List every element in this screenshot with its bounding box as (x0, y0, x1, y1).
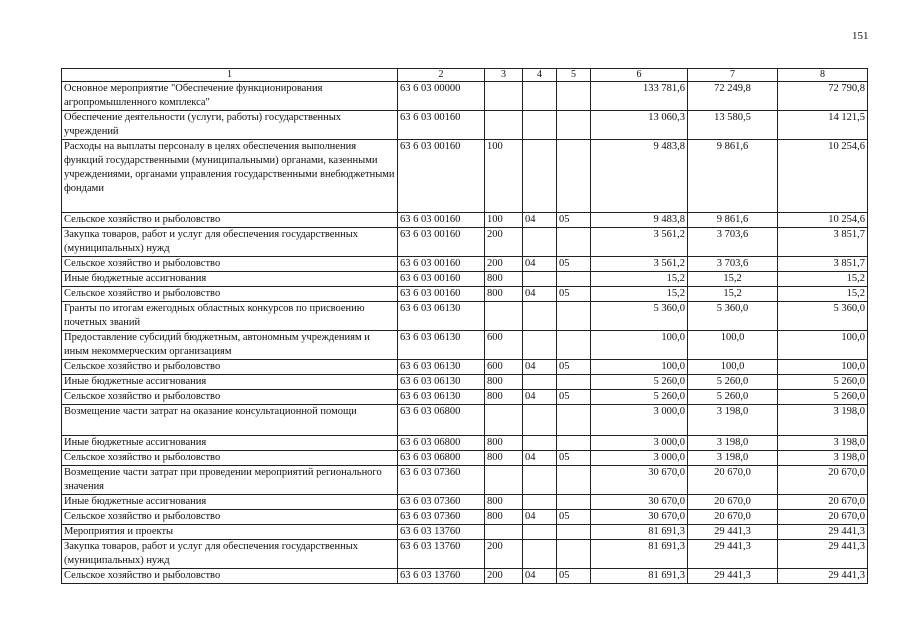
row-value-6-cell: 30 670,0 (591, 510, 688, 525)
row-value-8-cell: 20 670,0 (778, 495, 868, 510)
row-type-cell: 200 (485, 569, 523, 584)
row-code-cell: 63 6 03 00160 (398, 111, 485, 140)
row-value-6-cell: 3 561,2 (591, 257, 688, 272)
row-section-cell (523, 272, 557, 287)
row-name-cell: Сельское хозяйство и рыболовство (62, 390, 398, 405)
row-value-8-cell: 3 851,7 (778, 257, 868, 272)
row-name-cell: Обеспечение деятельности (услуги, работы) государственных учреждений (62, 111, 398, 140)
row-value-8-cell: 72 790,8 (778, 82, 868, 111)
row-section-cell: 04 (523, 390, 557, 405)
row-subsection-cell: 05 (557, 257, 591, 272)
row-value-6-cell: 5 260,0 (591, 375, 688, 390)
row-value-8-cell: 3 198,0 (778, 451, 868, 466)
row-code-cell: 63 6 03 07360 (398, 510, 485, 525)
row-value-6-cell: 9 483,8 (591, 213, 688, 228)
row-value-8-cell: 3 198,0 (778, 405, 868, 436)
row-value-8-cell: 29 441,3 (778, 525, 868, 540)
row-value-7-cell: 15,2 (688, 287, 778, 302)
row-value-7-cell: 5 260,0 (688, 390, 778, 405)
row-name-cell: Иные бюджетные ассигнования (62, 495, 398, 510)
row-subsection-cell: 05 (557, 510, 591, 525)
table-row (62, 436, 868, 451)
table-body (62, 82, 868, 584)
row-subsection-cell (557, 436, 591, 451)
row-type-cell (485, 466, 523, 495)
row-section-cell (523, 228, 557, 257)
table-row (62, 510, 868, 525)
row-value-6-cell: 81 691,3 (591, 569, 688, 584)
row-code-cell: 63 6 03 00160 (398, 228, 485, 257)
row-value-8-cell: 29 441,3 (778, 569, 868, 584)
row-value-8-cell: 15,2 (778, 272, 868, 287)
row-type-cell: 200 (485, 257, 523, 272)
table-row (62, 82, 868, 111)
row-value-6-cell: 3 000,0 (591, 436, 688, 451)
table-row (62, 331, 868, 360)
row-name-cell: Сельское хозяйство и рыболовство (62, 510, 398, 525)
row-name-cell: Основное мероприятие "Обеспечение функционирования агропромышленного комплекса" (62, 82, 398, 111)
row-type-cell: 800 (485, 390, 523, 405)
row-section-cell (523, 140, 557, 213)
row-value-6-cell: 15,2 (591, 287, 688, 302)
row-value-8-cell: 100,0 (778, 331, 868, 360)
row-subsection-cell (557, 228, 591, 257)
row-value-8-cell: 5 260,0 (778, 375, 868, 390)
row-value-7-cell: 100,0 (688, 331, 778, 360)
row-type-cell: 100 (485, 140, 523, 213)
row-type-cell (485, 82, 523, 111)
row-type-cell: 600 (485, 331, 523, 360)
row-value-7-cell: 3 198,0 (688, 405, 778, 436)
row-subsection-cell: 05 (557, 451, 591, 466)
row-code-cell: 63 6 03 07360 (398, 466, 485, 495)
row-value-6-cell: 9 483,8 (591, 140, 688, 213)
row-type-cell: 800 (485, 436, 523, 451)
row-value-6-cell: 3 000,0 (591, 451, 688, 466)
row-value-8-cell: 20 670,0 (778, 510, 868, 525)
row-name-cell: Сельское хозяйство и рыболовство (62, 569, 398, 584)
row-value-8-cell: 100,0 (778, 360, 868, 375)
row-name-cell: Предоставление субсидий бюджетным, автономным учреждениям и иным некоммерческим организациям (62, 331, 398, 360)
header-cell: 1 (62, 69, 398, 82)
table-row (62, 466, 868, 495)
row-type-cell: 100 (485, 213, 523, 228)
row-section-cell (523, 436, 557, 451)
row-subsection-cell (557, 82, 591, 111)
row-section-cell (523, 495, 557, 510)
table-row (62, 272, 868, 287)
header-cell: 3 (485, 69, 523, 82)
row-value-7-cell: 5 260,0 (688, 375, 778, 390)
row-section-cell (523, 525, 557, 540)
row-name-cell: Возмещение части затрат на оказание консультационной помощи (62, 405, 398, 436)
row-code-cell: 63 6 03 06800 (398, 436, 485, 451)
row-code-cell: 63 6 03 13760 (398, 525, 485, 540)
row-code-cell: 63 6 03 13760 (398, 569, 485, 584)
row-value-7-cell: 29 441,3 (688, 569, 778, 584)
row-value-6-cell: 30 670,0 (591, 466, 688, 495)
row-code-cell: 63 6 03 06800 (398, 405, 485, 436)
row-type-cell: 800 (485, 495, 523, 510)
row-subsection-cell (557, 466, 591, 495)
row-code-cell: 63 6 03 00160 (398, 140, 485, 213)
row-code-cell: 63 6 03 00160 (398, 257, 485, 272)
header-cell: 7 (688, 69, 778, 82)
row-subsection-cell (557, 405, 591, 436)
row-subsection-cell: 05 (557, 287, 591, 302)
row-code-cell: 63 6 03 06130 (398, 331, 485, 360)
row-value-7-cell: 20 670,0 (688, 495, 778, 510)
header-cell: 8 (778, 69, 868, 82)
row-section-cell (523, 405, 557, 436)
row-value-7-cell: 3 703,6 (688, 257, 778, 272)
row-type-cell: 200 (485, 228, 523, 257)
row-name-cell: Закупка товаров, работ и услуг для обеспечения государственных (муниципальных) нужд (62, 540, 398, 569)
table-row (62, 257, 868, 272)
table-row (62, 495, 868, 510)
row-name-cell: Сельское хозяйство и рыболовство (62, 257, 398, 272)
row-value-6-cell: 100,0 (591, 360, 688, 375)
row-code-cell: 63 6 03 13760 (398, 540, 485, 569)
row-value-7-cell: 20 670,0 (688, 510, 778, 525)
row-subsection-cell: 05 (557, 569, 591, 584)
row-subsection-cell (557, 272, 591, 287)
row-value-7-cell: 13 580,5 (688, 111, 778, 140)
row-type-cell: 800 (485, 451, 523, 466)
table-row (62, 525, 868, 540)
header-cell: 2 (398, 69, 485, 82)
row-subsection-cell: 05 (557, 360, 591, 375)
row-value-6-cell: 133 781,6 (591, 82, 688, 111)
row-value-6-cell: 13 060,3 (591, 111, 688, 140)
table-row (62, 140, 868, 213)
row-value-7-cell: 29 441,3 (688, 540, 778, 569)
row-section-cell: 04 (523, 257, 557, 272)
table-row (62, 228, 868, 257)
row-section-cell (523, 331, 557, 360)
row-code-cell: 63 6 03 00000 (398, 82, 485, 111)
row-value-6-cell: 81 691,3 (591, 525, 688, 540)
row-type-cell: 800 (485, 287, 523, 302)
row-type-cell (485, 405, 523, 436)
row-subsection-cell (557, 302, 591, 331)
header-cell: 4 (523, 69, 557, 82)
row-name-cell: Закупка товаров, работ и услуг для обеспечения государственных (муниципальных) нужд (62, 228, 398, 257)
row-section-cell (523, 302, 557, 331)
row-value-8-cell: 10 254,6 (778, 213, 868, 228)
row-value-6-cell: 3 561,2 (591, 228, 688, 257)
row-value-7-cell: 9 861,6 (688, 140, 778, 213)
row-code-cell: 63 6 03 06800 (398, 451, 485, 466)
row-value-7-cell: 29 441,3 (688, 525, 778, 540)
row-value-8-cell: 5 360,0 (778, 302, 868, 331)
table-row (62, 213, 868, 228)
table-row (62, 405, 868, 436)
row-section-cell: 04 (523, 213, 557, 228)
row-section-cell (523, 540, 557, 569)
page-number: 151 (852, 30, 869, 42)
row-value-6-cell: 100,0 (591, 331, 688, 360)
table-header-row (62, 69, 868, 82)
row-type-cell: 600 (485, 360, 523, 375)
row-subsection-cell (557, 111, 591, 140)
table-row (62, 569, 868, 584)
row-value-8-cell: 3 198,0 (778, 436, 868, 451)
row-code-cell: 63 6 03 06130 (398, 302, 485, 331)
row-subsection-cell (557, 525, 591, 540)
row-code-cell: 63 6 03 00160 (398, 287, 485, 302)
row-value-7-cell: 20 670,0 (688, 466, 778, 495)
row-subsection-cell: 05 (557, 213, 591, 228)
row-code-cell: 63 6 03 00160 (398, 272, 485, 287)
row-name-cell: Гранты по итогам ежегодных областных конкурсов по присвоению почетных званий (62, 302, 398, 331)
row-value-7-cell: 100,0 (688, 360, 778, 375)
row-value-8-cell: 10 254,6 (778, 140, 868, 213)
row-value-6-cell: 5 260,0 (591, 390, 688, 405)
row-section-cell: 04 (523, 569, 557, 584)
row-code-cell: 63 6 03 00160 (398, 213, 485, 228)
row-value-8-cell: 20 670,0 (778, 466, 868, 495)
row-section-cell (523, 375, 557, 390)
row-value-8-cell: 29 441,3 (778, 540, 868, 569)
row-value-7-cell: 72 249,8 (688, 82, 778, 111)
row-value-8-cell: 14 121,5 (778, 111, 868, 140)
row-type-cell (485, 525, 523, 540)
row-type-cell (485, 302, 523, 331)
table-row (62, 287, 868, 302)
row-section-cell (523, 82, 557, 111)
row-type-cell: 800 (485, 375, 523, 390)
table-row (62, 540, 868, 569)
row-subsection-cell (557, 375, 591, 390)
row-subsection-cell: 05 (557, 390, 591, 405)
row-subsection-cell (557, 331, 591, 360)
row-name-cell: Возмещение части затрат при проведении мероприятий регионального значения (62, 466, 398, 495)
row-value-7-cell: 3 703,6 (688, 228, 778, 257)
table-row (62, 375, 868, 390)
table-row (62, 360, 868, 375)
budget-table (61, 68, 868, 584)
row-name-cell: Сельское хозяйство и рыболовство (62, 360, 398, 375)
row-value-8-cell: 3 851,7 (778, 228, 868, 257)
row-value-7-cell: 15,2 (688, 272, 778, 287)
row-subsection-cell (557, 140, 591, 213)
row-value-6-cell: 3 000,0 (591, 405, 688, 436)
row-value-7-cell: 3 198,0 (688, 451, 778, 466)
row-type-cell: 800 (485, 272, 523, 287)
row-code-cell: 63 6 03 06130 (398, 375, 485, 390)
row-value-7-cell: 9 861,6 (688, 213, 778, 228)
row-name-cell: Расходы на выплаты персоналу в целях обеспечения выполнения функций государственными (муниципальными) органами, казенными учреждениями, органами управления государственными внебюджетными фондами (62, 140, 398, 213)
row-code-cell: 63 6 03 06130 (398, 390, 485, 405)
table-row (62, 451, 868, 466)
row-section-cell: 04 (523, 360, 557, 375)
row-name-cell: Сельское хозяйство и рыболовство (62, 287, 398, 302)
table-row (62, 390, 868, 405)
row-value-6-cell: 81 691,3 (591, 540, 688, 569)
row-type-cell (485, 111, 523, 140)
row-section-cell (523, 466, 557, 495)
row-type-cell: 800 (485, 510, 523, 525)
row-name-cell: Иные бюджетные ассигнования (62, 436, 398, 451)
row-section-cell: 04 (523, 510, 557, 525)
row-code-cell: 63 6 03 07360 (398, 495, 485, 510)
row-value-7-cell: 5 360,0 (688, 302, 778, 331)
row-subsection-cell (557, 540, 591, 569)
row-name-cell: Иные бюджетные ассигнования (62, 375, 398, 390)
row-value-7-cell: 3 198,0 (688, 436, 778, 451)
table-row (62, 111, 868, 140)
row-section-cell: 04 (523, 451, 557, 466)
row-name-cell: Сельское хозяйство и рыболовство (62, 213, 398, 228)
row-value-6-cell: 5 360,0 (591, 302, 688, 331)
table-row (62, 302, 868, 331)
row-section-cell (523, 111, 557, 140)
row-value-8-cell: 15,2 (778, 287, 868, 302)
header-cell: 6 (591, 69, 688, 82)
row-section-cell: 04 (523, 287, 557, 302)
row-subsection-cell (557, 495, 591, 510)
row-name-cell: Сельское хозяйство и рыболовство (62, 451, 398, 466)
row-name-cell: Иные бюджетные ассигнования (62, 272, 398, 287)
row-type-cell: 200 (485, 540, 523, 569)
header-cell: 5 (557, 69, 591, 82)
row-code-cell: 63 6 03 06130 (398, 360, 485, 375)
row-value-8-cell: 5 260,0 (778, 390, 868, 405)
row-name-cell: Мероприятия и проекты (62, 525, 398, 540)
row-value-6-cell: 15,2 (591, 272, 688, 287)
row-value-6-cell: 30 670,0 (591, 495, 688, 510)
